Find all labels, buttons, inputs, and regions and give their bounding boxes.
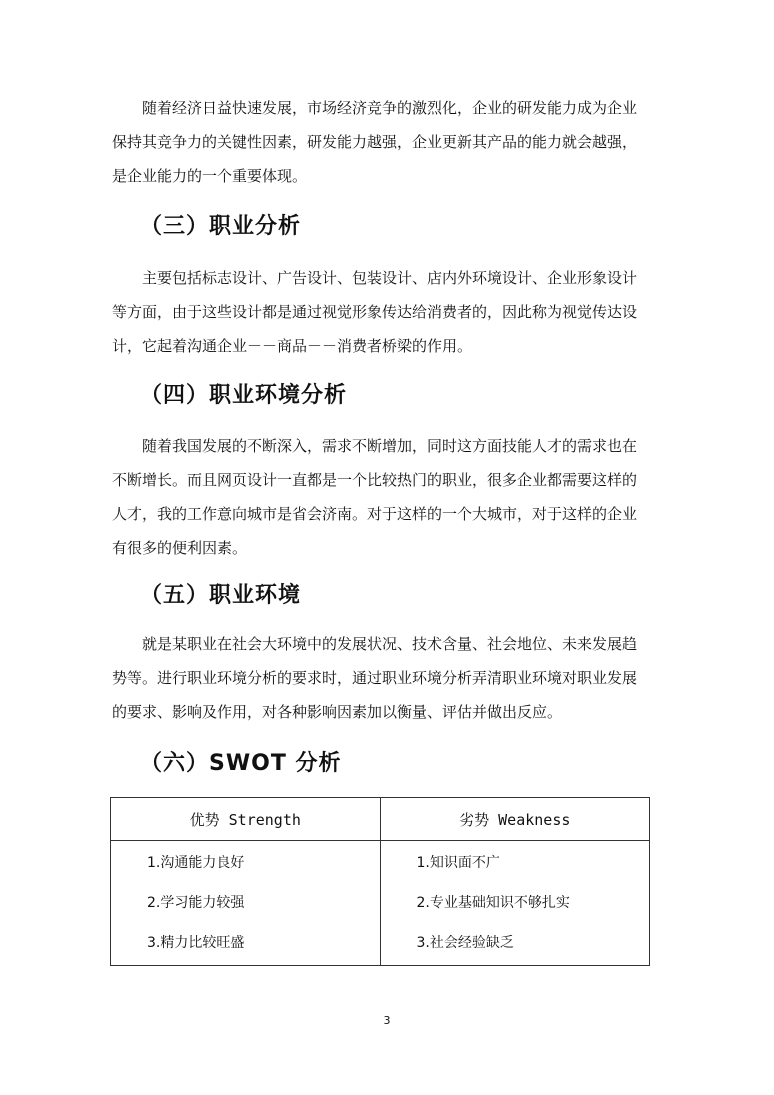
paragraph-line: 是企业能力的一个重要体现。: [112, 167, 308, 185]
section-heading-career-env-analysis: （四）职业环境分析: [140, 383, 348, 408]
strength-item: 1.沟通能力良好: [147, 855, 245, 871]
weakness-item: 2.专业基础知识不够扎实: [416, 895, 570, 911]
career-paragraph: [112, 261, 664, 363]
swot-body-row: [111, 841, 650, 966]
paragraph-line: 保持其竞争力的关键性因素，研发能力越强，企业更新其产品的能力就会越强，: [112, 133, 638, 151]
paragraph-line: 人才，我的工作意向城市是省会济南。对于这样的一个大城市，对于这样的企业: [112, 505, 638, 523]
page-number: 3: [383, 1014, 391, 1027]
section-heading-career-env: （五）职业环境: [140, 583, 302, 608]
weaknesses-cell: [380, 841, 650, 966]
swot-header-row: [111, 798, 650, 841]
paragraph-line: 计，它起着沟通企业－－商品－－消费者桥梁的作用。: [112, 337, 473, 355]
strength-item: 3.精力比较旺盛: [147, 935, 245, 951]
paragraph-line: 等方面，由于这些设计都是通过视觉形象传达给消费者的，因此称为视觉传达设: [112, 303, 638, 321]
paragraph-line: 的要求、影响及作用，对各种影响因素加以衡量、评估并做出反应。: [112, 703, 563, 721]
paragraph-line: 主要包括标志设计、广告设计、包装设计、店内外环境设计、企业形象设计: [142, 269, 638, 287]
paragraph-line: 随着我国发展的不断深入，需求不断增加，同时这方面技能人才的需求也在: [142, 437, 638, 455]
paragraph-line: 不断增长。而且网页设计一直都是一个比较热门的职业，很多企业都需要这样的: [112, 471, 638, 489]
paragraph-line: 势等。进行职业环境分析的要求时，通过职业环境分析弄清职业环境对职业发展: [112, 669, 638, 687]
weakness-item: 1.知识面不广: [416, 855, 500, 871]
swot-table: [110, 797, 650, 966]
career-env-analysis-paragraph: [112, 429, 664, 565]
intro-paragraph: [112, 91, 664, 193]
career-env-paragraph: [112, 627, 664, 729]
strength-header: 优势 Strength: [111, 798, 381, 841]
paragraph-line: 就是某职业在社会大环境中的发展状况、技术含量、社会地位、未来发展趋: [142, 635, 638, 653]
paragraph-line: 随着经济日益快速发展，市场经济竞争的激烈化，企业的研发能力成为企业: [142, 99, 638, 117]
section-heading-swot: （六）SWOT 分析: [140, 751, 342, 776]
weakness-header: 劣势 Weakness: [380, 798, 650, 841]
strengths-cell: [111, 841, 381, 966]
strength-item: 2.学习能力较强: [147, 895, 245, 911]
paragraph-line: 有很多的便利因素。: [112, 539, 248, 557]
section-heading-career-analysis: （三）职业分析: [140, 214, 302, 239]
weakness-item: 3.社会经验缺乏: [416, 935, 514, 951]
